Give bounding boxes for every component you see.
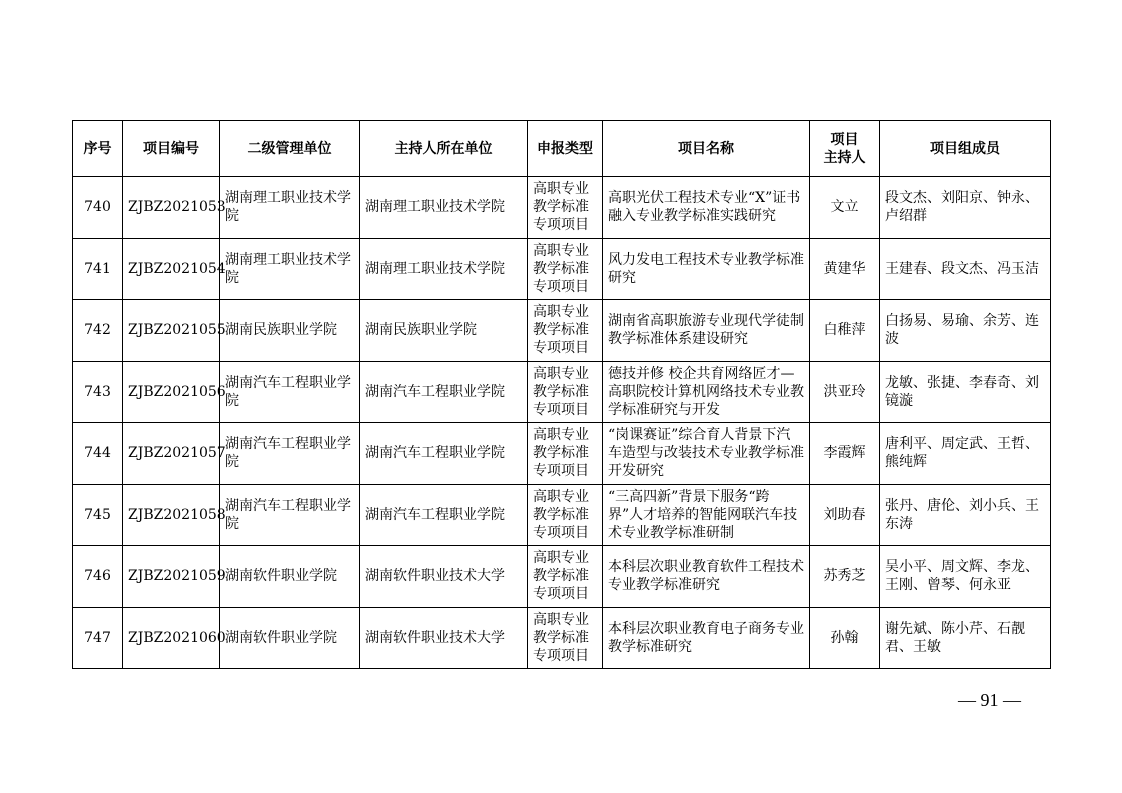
table-cell: 洪亚玲 — [810, 361, 880, 423]
table-cell: 高职光伏工程技术专业“X”证书融入专业教学标准实践研究 — [603, 177, 810, 239]
table-cell: 高职专业教学标准专项项目 — [528, 607, 603, 669]
header-cell: 申报类型 — [528, 121, 603, 177]
header-row — [73, 121, 1051, 177]
table-cell: 湖南省高职旅游专业现代学徒制教学标准体系建设研究 — [603, 300, 810, 362]
table-cell: 德技并修 校企共育网络匠才—高职院校计算机网络技术专业教学标准研究与开发 — [603, 361, 810, 423]
table-cell: 湖南汽车工程职业学院 — [360, 361, 528, 423]
table-row — [73, 361, 1051, 423]
table-cell: 高职专业教学标准专项项目 — [528, 484, 603, 546]
table-cell: 苏秀芝 — [810, 546, 880, 608]
table-cell: ZJBZ2021056 — [123, 361, 220, 423]
table-cell: 白稚萍 — [810, 300, 880, 362]
table-cell: 孙翰 — [810, 607, 880, 669]
table-cell: 高职专业教学标准专项项目 — [528, 361, 603, 423]
table-cell: 文立 — [810, 177, 880, 239]
table-cell: 李霞辉 — [810, 423, 880, 485]
table-cell: 段文杰、刘阳京、钟永、卢绍群 — [880, 177, 1051, 239]
table-cell: 745 — [73, 484, 123, 546]
table-cell: 湖南汽车工程职业学院 — [220, 484, 360, 546]
table-cell: 吴小平、周文辉、李龙、王刚、曾琴、何永亚 — [880, 546, 1051, 608]
table-cell: 湖南汽车工程职业学院 — [360, 423, 528, 485]
header-cell: 项目编号 — [123, 121, 220, 177]
table-cell: 湖南汽车工程职业学院 — [220, 361, 360, 423]
table-cell: 湖南理工职业技术学院 — [360, 177, 528, 239]
table-cell: ZJBZ2021059 — [123, 546, 220, 608]
table-cell: 湖南民族职业学院 — [360, 300, 528, 362]
table-cell: ZJBZ2021058 — [123, 484, 220, 546]
header-cell: 主持人所在单位 — [360, 121, 528, 177]
table-cell: 刘助春 — [810, 484, 880, 546]
table-cell: 龙敏、张捷、李春奇、刘镜漩 — [880, 361, 1051, 423]
table-cell: 风力发电工程技术专业教学标准研究 — [603, 238, 810, 300]
table-row — [73, 546, 1051, 608]
table-cell: 高职专业教学标准专项项目 — [528, 300, 603, 362]
table-row — [73, 238, 1051, 300]
table-cell: 741 — [73, 238, 123, 300]
table-cell: 湖南民族职业学院 — [220, 300, 360, 362]
table-cell: 高职专业教学标准专项项目 — [528, 546, 603, 608]
table-cell: 高职专业教学标准专项项目 — [528, 177, 603, 239]
table-cell: 唐利平、周定武、王哲、熊纯辉 — [880, 423, 1051, 485]
table-cell: “三高四新”背景下服务“跨界”人才培养的智能网联汽车技术专业教学标准研制 — [603, 484, 810, 546]
table-cell: 湖南汽车工程职业学院 — [220, 423, 360, 485]
header-cell: 项目 主持人 — [810, 121, 880, 177]
table-cell: 湖南理工职业技术学院 — [360, 238, 528, 300]
table-cell: 743 — [73, 361, 123, 423]
table-cell: ZJBZ2021060 — [123, 607, 220, 669]
table-cell: 746 — [73, 546, 123, 608]
table-cell: 湖南软件职业学院 — [220, 546, 360, 608]
table-cell: 本科层次职业教育软件工程技术专业教学标准研究 — [603, 546, 810, 608]
table-cell: 谢先斌、陈小芹、石靓君、王敏 — [880, 607, 1051, 669]
table-cell: 高职专业教学标准专项项目 — [528, 423, 603, 485]
table-cell: 747 — [73, 607, 123, 669]
table-cell: 742 — [73, 300, 123, 362]
table-cell: ZJBZ2021054 — [123, 238, 220, 300]
header-cell: 二级管理单位 — [220, 121, 360, 177]
table-cell: 740 — [73, 177, 123, 239]
page-number: — 91 — — [958, 690, 1021, 710]
table-row — [73, 177, 1051, 239]
table-row — [73, 607, 1051, 669]
table-cell: 湖南软件职业技术大学 — [360, 607, 528, 669]
project-table — [72, 120, 1051, 669]
table-cell: 湖南汽车工程职业学院 — [360, 484, 528, 546]
table-cell: ZJBZ2021057 — [123, 423, 220, 485]
table-row — [73, 423, 1051, 485]
table-cell: ZJBZ2021053 — [123, 177, 220, 239]
header-cell: 项目组成员 — [880, 121, 1051, 177]
table-cell: 湖南软件职业技术大学 — [360, 546, 528, 608]
table-row — [73, 300, 1051, 362]
table-cell: 744 — [73, 423, 123, 485]
header-cell: 项目名称 — [603, 121, 810, 177]
table-cell: 湖南理工职业技术学院 — [220, 177, 360, 239]
table-row — [73, 484, 1051, 546]
table-cell: 湖南理工职业技术学院 — [220, 238, 360, 300]
table-cell: 张丹、唐伦、刘小兵、王东涛 — [880, 484, 1051, 546]
table-cell: 王建春、段文杰、冯玉洁 — [880, 238, 1051, 300]
table-cell: ZJBZ2021055 — [123, 300, 220, 362]
table-cell: 白扬易、易瑜、余芳、连波 — [880, 300, 1051, 362]
header-cell: 序号 — [73, 121, 123, 177]
table-cell: “岗课赛证”综合育人背景下汽车造型与改装技术专业教学标准开发研究 — [603, 423, 810, 485]
table-cell: 黄建华 — [810, 238, 880, 300]
table-cell: 湖南软件职业学院 — [220, 607, 360, 669]
table-cell: 高职专业教学标准专项项目 — [528, 238, 603, 300]
table-cell: 本科层次职业教育电子商务专业教学标准研究 — [603, 607, 810, 669]
